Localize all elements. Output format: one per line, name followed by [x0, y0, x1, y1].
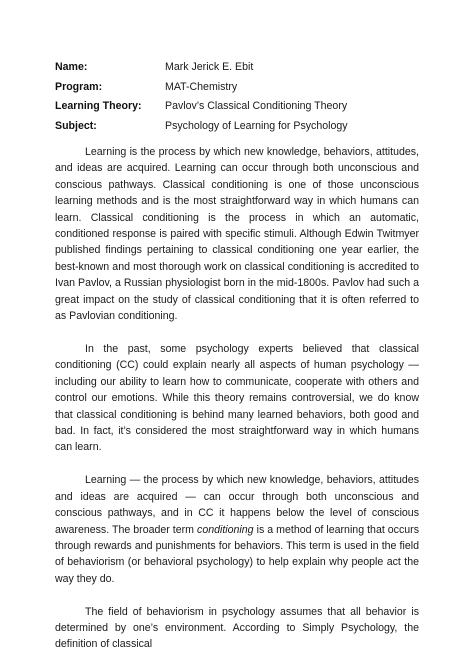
header-row-learning-theory	[55, 97, 425, 117]
document-header	[55, 58, 425, 136]
name-value: Mark Jerick E. Ebit	[165, 61, 254, 73]
paragraph-2: In the past, some psychology experts believed that classical conditioning (CC) could explain nearly all aspects of human psychology — including our ability to learn how to communicate, cooperate with others and control our emotions. While this theory remains controversial, we do know that classical conditioning is behind many learned behaviors, both good and bad. In fact, it’s considered the most straightforward way in which humans can learn.	[55, 342, 419, 454]
header-row-program	[55, 78, 425, 98]
program-value: MAT-Chemistry	[165, 80, 238, 93]
name-label: Name:	[55, 61, 88, 73]
paragraph-1: Learning is the process by which new knowledge, behaviors, attitudes, and ideas are acquired. Learning can occur through both unconscious and conscious pathways. Classical conditioning is one of those unconscious learning methods and is the most straightforward way in which humans can learn. Classical conditioning is the process in which an automatic, conditioned response is paired with specific stimuli. Although Edwin Twitmyer published findings pertaining to classical conditioning one year earlier, the best-known and most thorough work on classical conditioning is accredited to Ivan Pavlov, a Russian physiologist born in the mid-1800s. Pavlov had such a great impact on the study of classical conditioning that it is often referred to as Pavlovian conditioning.	[55, 146, 419, 323]
program-label: Program:	[55, 80, 103, 93]
subject-label: Subject:	[55, 119, 97, 132]
paragraph-3-emphasis: conditioning	[197, 523, 254, 536]
paragraph-4: The field of behaviorism in psychology assumes that all behavior is determined by one’s environment. According to Simply Psychology, the definition of classical	[55, 605, 419, 651]
learning-theory-value: Pavlov’s Classical Conditioning Theory	[165, 100, 348, 112]
paragraph-3-text-before: Learning — the process by which new knowledge, behaviors, attitudes and ideas are acquired — can occur through both unconscious and conscious pathways, and in CC it happens below the level of conscious awareness. The broader term	[55, 474, 419, 536]
header-row-subject	[55, 117, 425, 137]
document-body	[55, 144, 419, 669]
subject-value: Psychology of Learning for Psychology	[165, 119, 348, 132]
learning-theory-label: Learning Theory:	[55, 100, 142, 112]
paragraph-3	[55, 472, 419, 587]
paragraph-3-text-after: is a method of learning that occurs through rewards and punishments for behaviors. This term is used in the field of behaviorism (or behavioral psychology) to help explain why people act the way they do.	[55, 523, 419, 585]
header-row-name	[55, 58, 425, 78]
